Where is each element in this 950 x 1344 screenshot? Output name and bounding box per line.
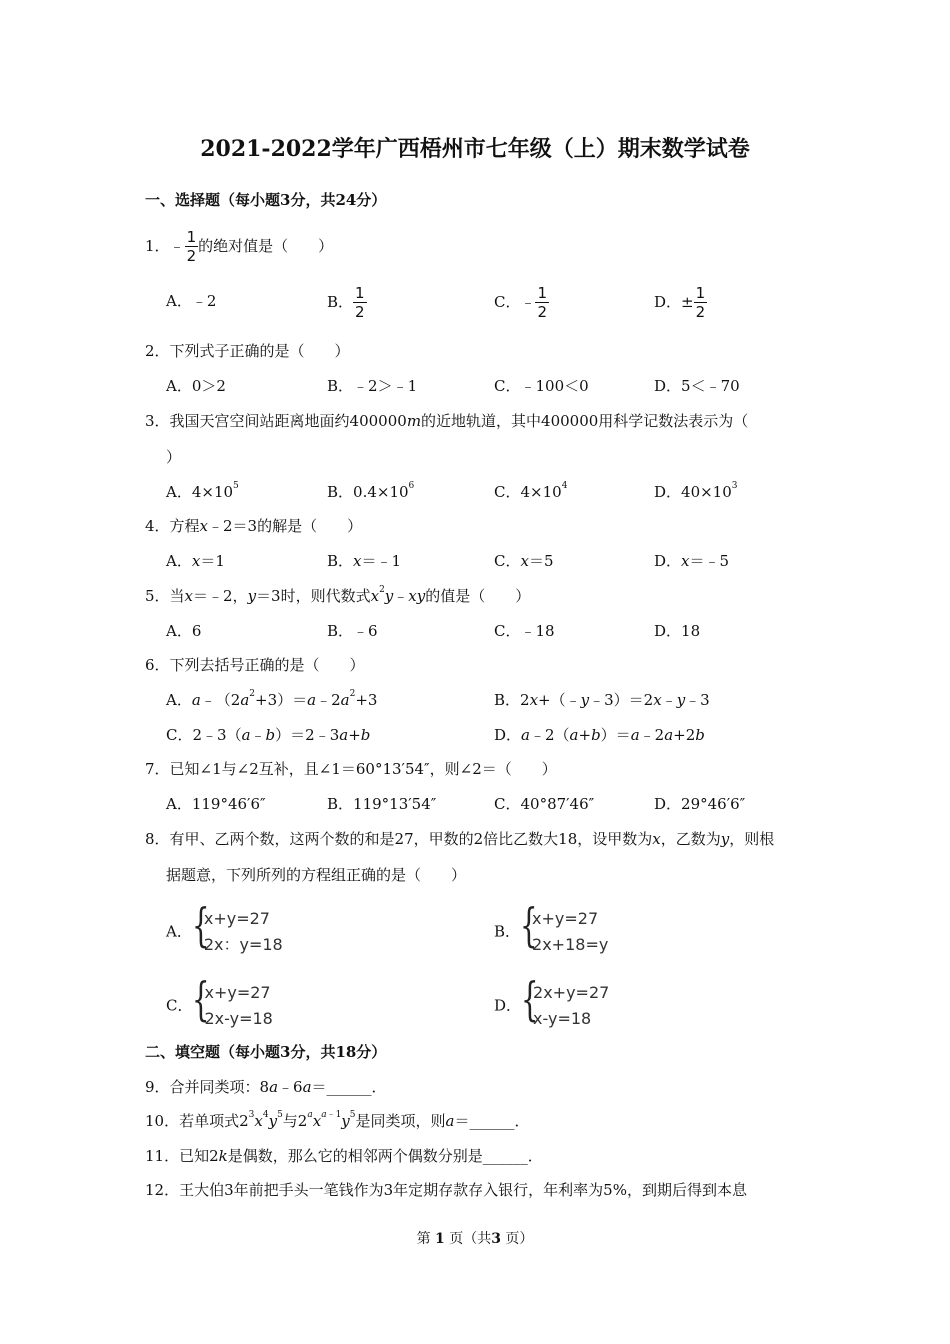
equation-system: { x+y=27 2x：y=18 (191, 898, 283, 954)
q6-option-a: A．$a﹣(2a^2+3)=a﹣2a^2+3$ (166, 689, 378, 709)
question-2: 2．下列式子正确的是（ ） (145, 342, 350, 360)
question-3-end: ） (166, 448, 182, 466)
q8-option-c: C． { x+y=27 2x-y=18 (166, 980, 273, 1032)
q2-option-a: A．0＞2 (166, 377, 226, 395)
q5-option-b: B．﹣6 (327, 622, 378, 640)
q1-option-d: D．± $\frac{1}{2}$ (654, 284, 706, 321)
q2-option-b: B．﹣2＞﹣1 (327, 377, 418, 395)
question-9: 9．合并同类项：8a﹣6a＝______． (145, 1078, 387, 1096)
q3-option-b: B．$0.4\times 10^6$ (327, 481, 415, 501)
q1-option-c: C．﹣ $\frac{1}{2}$ (494, 284, 548, 321)
q6-option-d: D．a﹣2（a+b）＝a﹣2a+2b (494, 726, 705, 744)
equation-system: { x+y=27 2x-y=18 (192, 972, 273, 1028)
question-8: 8．有甲、乙两个数，这两个数的和是27，甲数的2倍比乙数大18，设甲数为x，乙数为y，则根 (145, 830, 775, 848)
q5-option-d: D．18 (654, 622, 701, 640)
question-6: 6．下列去括号正确的是（ ） (145, 656, 365, 674)
q7-option-d: D．29°46′6″ (654, 795, 746, 813)
question-7: 7．已知∠1与∠2互补，且∠1＝60°13′54″，则∠2＝（ ） (145, 760, 557, 778)
q6-option-b: B．2x+（﹣y﹣3）＝2x﹣y﹣3 (494, 691, 710, 709)
q7-option-a: A．119°46′6″ (166, 795, 266, 813)
q4-option-d: D．x＝﹣5 (654, 552, 730, 570)
page-footer: 第 1 页（共3 页） (416, 1231, 534, 1247)
q6-option-c: C．2﹣3（a﹣b）＝2﹣3a+b (166, 726, 371, 744)
section-heading-choice: 一、选择题（每小题3分，共24分） (145, 191, 387, 209)
q7-option-b: B．119°13′54″ (327, 795, 437, 813)
page-title: 2021-2022学年广西梧州市七年级（上）期末数学试卷 (200, 136, 750, 162)
q4-option-b: B．x＝﹣1 (327, 552, 402, 570)
fraction: $\frac{1}{2}$ (186, 228, 197, 265)
equation-system: { 2x+y=27 x-y=18 (521, 972, 610, 1028)
q8-option-a: A． { x+y=27 2x：y=18 (166, 906, 283, 958)
q3-option-a: A．$4\times 10^5$ (166, 481, 239, 501)
question-11: 11．已知2k是偶数，那么它的相邻两个偶数分别是______． (145, 1147, 543, 1165)
q8-option-d: D． { 2x+y=27 x-y=18 (494, 980, 609, 1032)
q5-option-a: A．6 (166, 622, 202, 640)
question-8-line2: 据题意，下列所列的方程组正确的是（ ） (166, 866, 467, 884)
q4-option-c: C．x＝5 (494, 552, 554, 570)
q8-option-b: B． { x+y=27 2x+18=y (494, 906, 608, 958)
question-12: 12．王大伯3年前把手头一笔钱作为3年定期存款存入银行，年利率为5%，到期后得到本息 (145, 1181, 747, 1199)
question-1: 1．﹣ $\frac{1}{2}$ 的绝对值是（ ） (145, 228, 334, 265)
q3-option-d: D．$40\times 10^3$ (654, 481, 738, 501)
question-10: 10．若单项式$2^3x^4y^5$与$2^ax^{a﹣1}y^5$是同类项，则a＝______． (145, 1110, 530, 1130)
q7-option-c: C．40°87′46″ (494, 795, 595, 813)
section-heading-fill: 二、填空题（每小题3分，共18分） (145, 1043, 387, 1061)
q2-option-c: C．﹣100＜0 (494, 377, 589, 395)
q4-option-a: A．x＝1 (166, 552, 225, 570)
q1-option-b: B． $\frac{1}{2}$ (327, 284, 365, 321)
question-3: 3．我国天宫空间站距离地面约400000m的近地轨道，其中400000用科学记数法表示为（ (145, 412, 749, 430)
q1-option-a: A．﹣2 (166, 292, 217, 310)
q2-option-d: D．5＜﹣70 (654, 377, 740, 395)
question-5: 5．当x＝﹣2，y＝3时，则代数式$x^2y﹣xy$的值是（ ） (145, 585, 531, 605)
question-4: 4．方程x﹣2＝3的解是（ ） (145, 517, 363, 535)
equation-system: { x+y=27 2x+18=y (520, 898, 609, 954)
q3-option-c: C．$4\times 10^4$ (494, 481, 568, 501)
q5-option-c: C．﹣18 (494, 622, 555, 640)
